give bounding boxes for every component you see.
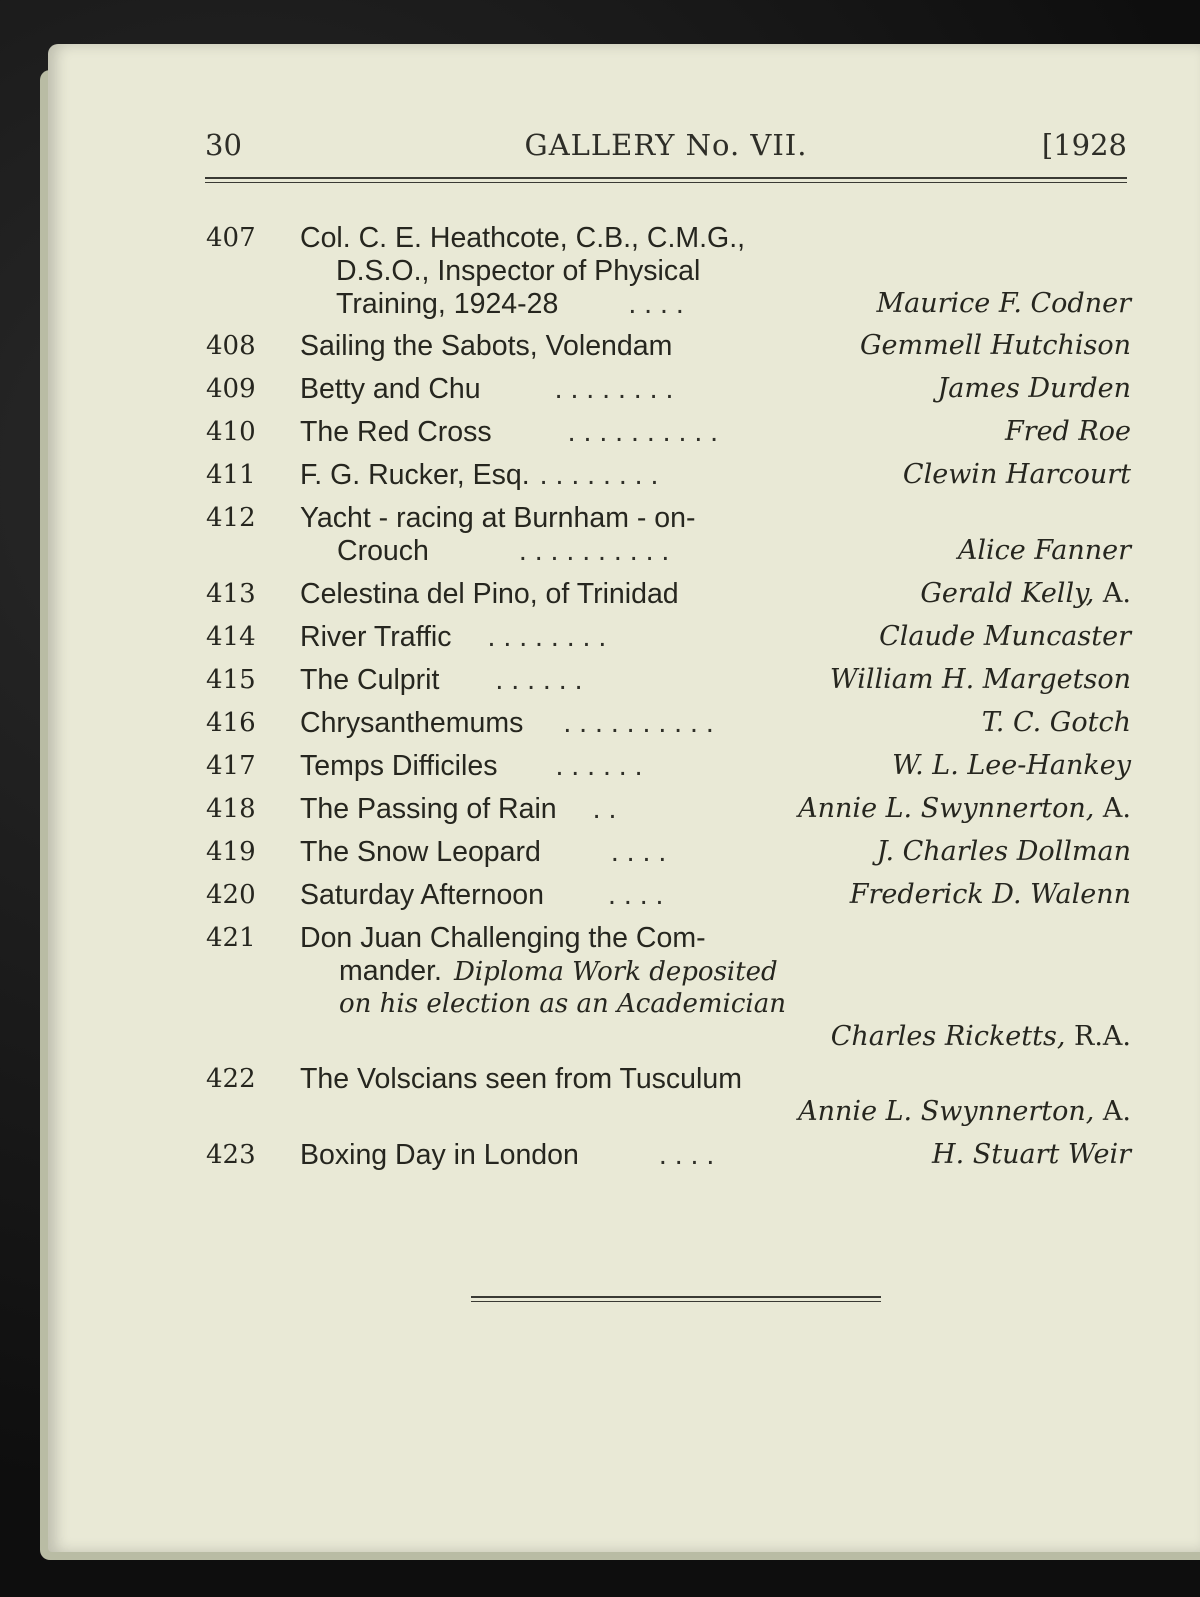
entry-number: 413 [206, 579, 256, 609]
entry-title [300, 459, 658, 491]
entry-title [300, 836, 666, 868]
entry-title [300, 621, 606, 653]
entry-number: 414 [206, 622, 256, 652]
entry-title [300, 373, 673, 405]
artist-name-text: Charles Ricketts, [830, 1021, 1066, 1052]
artist-name: W. L. Lee-Hankey [892, 750, 1131, 781]
entry-number: 415 [206, 665, 256, 695]
entry-title [300, 879, 663, 911]
entry-number: 419 [206, 837, 256, 867]
catalogue-entry [206, 836, 1131, 879]
artist-name: H. Stuart Weir [932, 1139, 1131, 1170]
catalogue-entry [206, 330, 1131, 373]
catalogue-entry [206, 621, 1131, 664]
entry-title-text: The Culprit [300, 664, 440, 696]
entry-title [300, 793, 616, 825]
dot-leader: . . . . . . . . [539, 459, 659, 491]
artist-name: Gemmell Hutchison [859, 330, 1131, 361]
artist-name: William H. Margetson [829, 664, 1131, 695]
artist-name: T. C. Gotch [981, 707, 1131, 738]
entry-title-continuation-text: mander. [339, 955, 442, 987]
entry-title-continuation [337, 535, 669, 567]
header-rule-thin [205, 182, 1127, 183]
dot-leader: . . . . . . [495, 664, 583, 696]
catalogue-entries [206, 222, 1131, 1182]
diploma-note: Diploma Work deposited [453, 957, 778, 987]
entry-title-continuation-text: Crouch [337, 535, 429, 567]
catalogue-entry [206, 793, 1131, 836]
entry-title-text: Chrysanthemums [300, 707, 524, 739]
entry-title-continuation [339, 955, 778, 988]
catalogue-entry [206, 373, 1131, 416]
catalogue-entry [206, 750, 1131, 793]
artist-name: Alice Fanner [957, 535, 1131, 566]
entry-number: 416 [206, 708, 256, 738]
catalogue-entry [206, 578, 1131, 621]
artist-name: James Durden [937, 373, 1131, 404]
dot-leader: . . . . . . . . . . [567, 416, 719, 448]
entry-title [300, 416, 718, 448]
artist-name [920, 578, 1131, 610]
catalogue-entry [206, 922, 1131, 1063]
entry-number: 420 [206, 880, 256, 910]
dot-leader: . . . . [610, 836, 667, 868]
entry-title-text: F. G. Rucker, Esq. [300, 459, 530, 491]
dot-leader: . . . . . . [555, 750, 643, 782]
entry-title [300, 750, 643, 782]
catalogue-entry [206, 1063, 1131, 1139]
catalogue-entry [206, 879, 1131, 922]
academy-suffix: A. [1094, 793, 1131, 824]
entry-title-text: The Snow Leopard [300, 836, 541, 868]
running-header [205, 128, 1127, 168]
entry-number: 423 [206, 1140, 256, 1170]
closing-rule-thin [471, 1301, 881, 1302]
dot-leader: . . . . [658, 1139, 715, 1171]
entry-title-continuation-text: Training, 1924-28 [336, 288, 559, 320]
entry-title: Col. C. E. Heathcote, C.B., C.M.G., [300, 222, 746, 254]
entry-title-text: Temps Difficiles [300, 750, 498, 782]
entry-title-continuation [336, 288, 684, 320]
entry-number: 409 [206, 374, 256, 404]
dot-leader: . . . . . . . . . . [518, 535, 670, 567]
entry-number: 418 [206, 794, 256, 824]
catalogue-entry [206, 502, 1131, 578]
gallery-title: GALLERY No. VII. [524, 128, 808, 162]
closing-rule [471, 1296, 881, 1298]
entry-title-text: River Traffic [300, 621, 452, 653]
dot-leader: . . . . [628, 288, 684, 320]
entry-number: 407 [206, 223, 256, 253]
entry-title: Yacht - racing at Burnham - on- [300, 502, 696, 534]
diploma-note: on his election as an Academician [339, 989, 786, 1019]
entry-title-text: Boxing Day in London [300, 1139, 579, 1171]
entry-title-continuation: D.S.O., Inspector of Physical [336, 255, 701, 287]
academy-suffix: A. [1094, 578, 1131, 609]
artist-name: Clewin Harcourt [902, 459, 1131, 490]
artist-name-text: Gerald Kelly, [920, 578, 1095, 609]
entry-title [300, 664, 583, 696]
entry-title: The Volscians seen from Tusculum [300, 1063, 742, 1095]
dot-leader: . . . . . . . . . . [563, 707, 714, 739]
catalogue-entry [206, 707, 1131, 750]
entry-number: 408 [206, 331, 256, 361]
entry-number: 411 [206, 460, 256, 490]
year-label: [1928 [1041, 128, 1127, 162]
academy-suffix: A. [1094, 1096, 1131, 1127]
entry-title: Sailing the Sabots, Volendam [300, 330, 673, 362]
entry-title: Don Juan Challenging the Com- [300, 922, 706, 954]
entry-title [300, 1139, 714, 1171]
entry-number: 422 [206, 1064, 256, 1094]
catalogue-entry [206, 1139, 1131, 1182]
dot-leader: . . . . [608, 879, 664, 911]
catalogue-entry [206, 664, 1131, 707]
dot-leader: . . . . . . . . [487, 621, 607, 653]
artist-name: Maurice F. Codner [876, 288, 1131, 319]
entry-title [300, 707, 714, 739]
artist-name [831, 1021, 1131, 1053]
artist-name [798, 1096, 1131, 1128]
entry-number: 412 [206, 503, 256, 533]
dot-leader: . . . . . . . . [554, 373, 674, 405]
dot-leader: . . [592, 793, 617, 825]
entry-title-text: Saturday Afternoon [300, 879, 545, 911]
catalogue-entry [206, 416, 1131, 459]
catalogue-entry [206, 222, 1131, 330]
catalogue-entry [206, 459, 1131, 502]
entry-title: Celestina del Pino, of Trinidad [300, 578, 679, 610]
entry-number: 417 [206, 751, 256, 781]
page-number: 30 [205, 128, 242, 162]
entry-title-text: Betty and Chu [300, 373, 481, 405]
artist-name-text: Annie L. Swynnerton, [798, 1096, 1095, 1127]
artist-name: J. Charles Dollman [876, 836, 1131, 867]
entry-title-text: The Passing of Rain [300, 793, 557, 825]
artist-name: Claude Muncaster [879, 621, 1131, 652]
academy-suffix: R.A. [1065, 1021, 1131, 1052]
artist-name [798, 793, 1131, 825]
entry-title-text: The Red Cross [300, 416, 492, 448]
header-rule [205, 177, 1127, 179]
artist-name-text: Annie L. Swynnerton, [798, 793, 1095, 824]
entry-number: 410 [206, 417, 256, 447]
artist-name: Fred Roe [1004, 416, 1131, 447]
entry-number: 421 [206, 923, 256, 953]
artist-name: Frederick D. Walenn [849, 879, 1131, 910]
